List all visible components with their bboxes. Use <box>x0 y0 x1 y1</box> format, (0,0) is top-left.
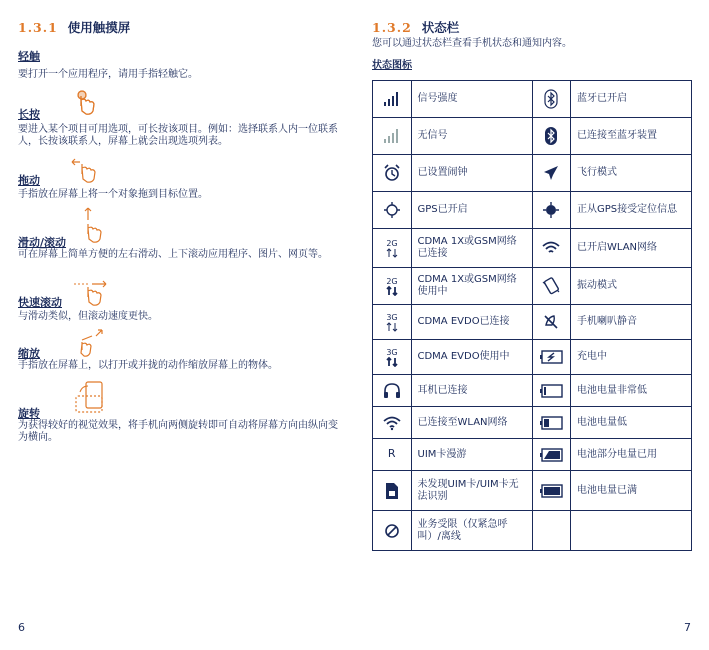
table-cell-icon <box>532 471 571 511</box>
table-cell-label: 电池电量低 <box>571 407 692 439</box>
gesture-text-pinch: 手指放在屏幕上，以打开或并拢的动作缩放屏幕上的物体。 <box>18 360 278 371</box>
table-cell-icon <box>373 375 412 407</box>
bluetooth-connected-icon <box>544 126 558 146</box>
battery-full-icon <box>539 484 563 498</box>
gesture-text-rotate: 为获得较好的视觉效果，将手机向两侧旋转即可自动将屏幕方向由纵向变为横向。 <box>18 420 338 443</box>
table-cell-icon <box>373 439 412 471</box>
page-number-right: 7 <box>684 621 691 634</box>
table-cell-empty <box>532 511 571 551</box>
gps-fix-icon <box>542 201 560 219</box>
gesture-title-drag: 拖动 <box>18 174 40 187</box>
table-row <box>373 118 692 155</box>
wifi-connected-icon <box>382 415 402 431</box>
gesture-text-slide: 可在屏幕上简单方便的左右滑动、上下滚动应用程序、图片、网页等。 <box>18 249 328 260</box>
table-cell-icon <box>373 155 412 192</box>
table-cell-label: 振动模式 <box>571 268 692 305</box>
table-cell-icon <box>532 439 571 471</box>
headset-icon <box>383 383 401 399</box>
status-icons-table <box>372 80 692 551</box>
table-cell-label: 电池电量已满 <box>571 471 692 511</box>
table-cell-label: 手机喇叭静音 <box>571 305 692 340</box>
section-number: 1.3.1 <box>18 20 58 35</box>
airplane-icon <box>542 164 560 182</box>
no-sim-icon <box>385 482 399 500</box>
3g-in-use-icon <box>384 347 400 367</box>
table-cell-icon <box>373 81 412 118</box>
table-cell-label: 已连接至蓝牙装置 <box>571 118 692 155</box>
table-cell-label: 业务受限（仅紧急呼叫）/离线 <box>411 511 532 551</box>
gesture-text-tap: 要打开一个应用程序，请用手指轻触它。 <box>18 69 198 80</box>
table-cell-label: GPS已开启 <box>411 192 532 229</box>
network-gen-label: 3G <box>386 313 398 322</box>
section-title: 使用触摸屏 <box>67 20 131 35</box>
table-cell-icon <box>532 192 571 229</box>
status-bar-intro: 您可以通过状态栏查看手机状态和通知内容。 <box>372 38 572 49</box>
restricted-icon <box>384 523 400 539</box>
table-cell-icon <box>373 407 412 439</box>
table-cell-label: CDMA EVDO已连接 <box>411 305 532 340</box>
table-cell-label: 飞行模式 <box>571 155 692 192</box>
network-gen-label: 3G <box>386 348 398 357</box>
table-cell-icon <box>373 471 412 511</box>
table-row <box>373 305 692 340</box>
table-cell-icon <box>532 407 571 439</box>
vibrate-icon <box>541 276 561 296</box>
table-cell-icon <box>532 118 571 155</box>
table-cell-label: CDMA 1X或GSM网络使用中 <box>411 268 532 305</box>
table-cell-icon <box>532 229 571 268</box>
table-cell-empty <box>571 511 692 551</box>
wifi-on-icon <box>541 240 561 256</box>
table-cell-icon <box>373 511 412 551</box>
table-cell-label: 已连接至WLAN网络 <box>411 407 532 439</box>
long-press-hand-icon <box>76 90 98 116</box>
section-title: 状态栏 <box>421 20 460 35</box>
gesture-title-long-press: 长按 <box>18 108 40 121</box>
gesture-text-long-press: 要进入某个项目可用选项，可长按该项目。例如：选择联系人内一位联系人，长按该联系人，屏幕上就会出现选项列表。 <box>18 124 338 147</box>
table-cell-label: CDMA EVDO使用中 <box>411 340 532 375</box>
table-cell-label: 充电中 <box>571 340 692 375</box>
slide-hand-icon <box>82 206 110 248</box>
2g-connected-icon <box>384 238 400 258</box>
table-row <box>373 340 692 375</box>
table-cell-label: 耳机已连接 <box>411 375 532 407</box>
network-gen-label: 2G <box>386 239 398 248</box>
gesture-title-pinch: 缩放 <box>18 347 40 360</box>
table-cell-icon <box>532 375 571 407</box>
2g-in-use-icon <box>384 276 400 296</box>
table-cell-label: 已设置闹钟 <box>411 155 532 192</box>
left-page <box>0 0 354 650</box>
table-cell-icon <box>373 192 412 229</box>
signal-strength-icon <box>383 91 401 107</box>
table-row <box>373 155 692 192</box>
gesture-text-flick: 与滑动类似，但滚动速度更快。 <box>18 311 158 322</box>
3g-connected-icon <box>384 312 400 332</box>
speaker-mute-icon <box>542 313 560 331</box>
table-cell-icon <box>532 268 571 305</box>
right-page <box>354 0 709 650</box>
battery-low-icon <box>539 416 563 430</box>
table-row <box>373 192 692 229</box>
network-gen-label: 2G <box>386 277 398 286</box>
table-row <box>373 375 692 407</box>
table-cell-icon <box>373 229 412 268</box>
flick-hand-icon <box>72 278 110 308</box>
table-row <box>373 407 692 439</box>
gesture-title-slide: 滑动/滚动 <box>18 236 67 249</box>
table-cell-label: 信号强度 <box>411 81 532 118</box>
battery-very-low-icon <box>539 384 563 398</box>
bluetooth-on-icon <box>544 89 558 109</box>
table-cell-label: 已开启WLAN网络 <box>571 229 692 268</box>
gesture-text-drag: 手指放在屏幕上将一个对象拖到目标位置。 <box>18 189 208 200</box>
table-cell-icon <box>373 340 412 375</box>
table-cell-label: 无信号 <box>411 118 532 155</box>
table-cell-label: 电池电量非常低 <box>571 375 692 407</box>
section-heading-touchscreen <box>18 18 130 36</box>
gesture-title-rotate: 旋转 <box>18 407 40 420</box>
gps-on-icon <box>383 201 401 219</box>
table-cell-icon <box>373 305 412 340</box>
table-cell-label: 正从GPS接受定位信息 <box>571 192 692 229</box>
table-row <box>373 439 692 471</box>
battery-partial-icon <box>539 448 563 462</box>
table-cell-icon <box>532 155 571 192</box>
pinch-hand-icon <box>76 328 108 358</box>
table-cell-icon <box>532 340 571 375</box>
rotate-phone-icon <box>74 380 106 416</box>
table-cell-label: 电池部分电量已用 <box>571 439 692 471</box>
table-cell-icon <box>373 118 412 155</box>
table-cell-label: UIM卡漫游 <box>411 439 532 471</box>
table-row <box>373 471 692 511</box>
page-number-left: 6 <box>18 621 25 634</box>
no-signal-icon <box>383 128 401 144</box>
drag-hand-icon <box>70 158 102 186</box>
table-row <box>373 229 692 268</box>
battery-charging-icon <box>539 350 563 364</box>
table-cell-label: 未发现UIM卡/UIM卡无法识别 <box>411 471 532 511</box>
gesture-title-tap: 轻触 <box>18 50 40 63</box>
status-icons-subheading: 状态图标 <box>372 60 412 71</box>
table-row <box>373 511 692 551</box>
table-cell-icon <box>373 268 412 305</box>
table-cell-label: 蓝牙已开启 <box>571 81 692 118</box>
roaming-icon: R <box>387 447 396 460</box>
table-cell-icon <box>532 81 571 118</box>
table-row <box>373 268 692 305</box>
table-row <box>373 81 692 118</box>
table-cell-icon <box>532 305 571 340</box>
gesture-title-flick: 快速滚动 <box>18 296 62 309</box>
section-number: 1.3.2 <box>372 20 412 35</box>
alarm-clock-icon <box>383 164 401 182</box>
table-cell-label: CDMA 1X或GSM网络已连接 <box>411 229 532 268</box>
